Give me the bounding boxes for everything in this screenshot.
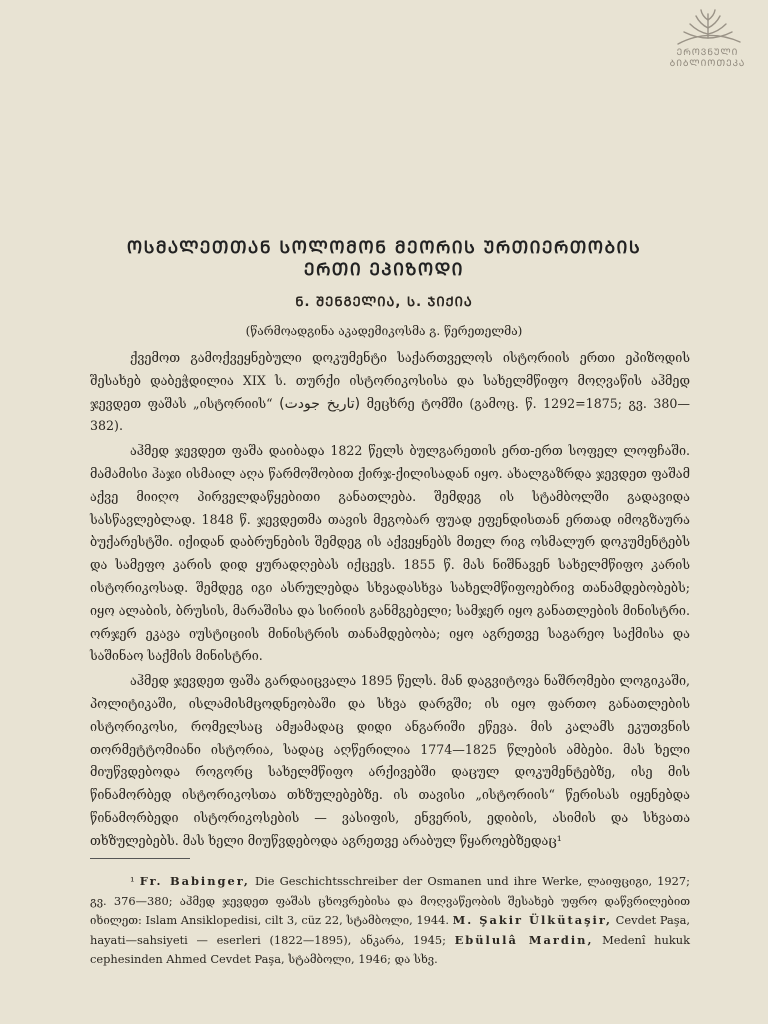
- paragraph-1-text: ქვემოთ გამოქვეყნებული დოკუმენტი საქართველოს ისტორიის ერთი ეპიზოდის შესახებ დაბეჭდილია XIX ს. თურქი ისტორიკოსისა და სახელმწიფო მოღვაწის აჰმედ ჯევდეთ ფაშას „ისტორიის“: [90, 350, 690, 411]
- footnote-author-2: M. Şakir Ülkütaşir,: [452, 913, 613, 927]
- article-authors: Ნ. ᲨᲔᲜᲒᲔᲚᲘᲐ, Ს. ᲯᲘᲥᲘᲐ: [295, 295, 473, 310]
- footnote-author-3: Ebülulâ Mardin,: [454, 932, 594, 947]
- paragraph-1-end: მეცხრე ტომში (გამოც. წ. 1292=1875; გვ. 380—382).: [90, 395, 691, 434]
- article-body: [90, 347, 690, 853]
- logo-line-2: ᲑᲘᲑᲚᲘᲝᲗᲔᲙᲐ: [669, 59, 746, 69]
- logo-line-1: ᲔᲠᲝᲕᲜᲣᲚᲘ: [676, 48, 739, 58]
- footnote-author-1: Fr. Babinger,: [139, 874, 250, 888]
- footnote: [90, 872, 690, 970]
- paragraph-2: აჰმედ ჯევდეთ ფაშა დაიბადა 1822 წელს ბულგარეთის ერთ-ერთ სოფელ ლოფჩაში. მამამისი ჰაჯი ისმაილ აღა წარმოშობით ქირჯ-ქილისადან იყო. ახალგაზრდა ჯევდეთ ფაშამ აქვე მიიღო პირველდაწყებითი განათლება. შემდეგ ის სტამბოლში გადავიდა სასწავლებლად. 1848 წ. ჯევდეთმა თავის მეგობარ ფუად ეფენდისთან ერთად იმოგზაურა ბუქარესტში. იქიდან დაბრუნების შემდეგ ის აქვეყნებს მთელ რიგ ოსმალურ დოკუმენტებს და სამეფო კარის დიდ ყურადღებას იქცევს. 1855 წ. მას ნიშნავენ სახელმწიფო კარის ისტორიკოსად. შემდეგ იგი ასრულებდა სხვადასხვა სახელმწიფოებრივ თანამდებობებს; იყო ალაბის, ბრუსის, მარაშისა და სირიის განმგებელი; სამჯერ იყო განათლების მინისტრი. ორჯერ ეკავა იუსტიციის მინისტრის თანამდებობა; იყო აგრეთვე საგარეო საქმისა და საშინაო საქმის მინისტრი.: [90, 443, 690, 664]
- presented-by: (წარმოადგინა აკადემიკოსმა გ. წერეთელმა): [245, 324, 523, 338]
- footnote-marker: ¹: [130, 874, 135, 888]
- article-title: ᲝᲡᲛᲐᲚᲔᲗᲗᲐᲜ ᲡᲝᲚᲝᲛᲝᲜ ᲛᲔᲝᲠᲘᲡ ᲣᲠᲗᲘᲔᲠᲗᲝᲑᲘᲡ ᲔᲠᲗᲘ ᲔᲞᲘᲖᲝᲓᲘ: [126, 238, 642, 280]
- footnote-text-1: Die Geschichtsschreiber der Osmanen und ihre Werke, ლაიფციგი, 1927; გვ. 376—380; აჰმედ ჯევდეთ ფაშას ცხოვრებისა და მოღვაწეობის შესახებ უფრო დაწვრილებით იხილეთ: Islam Ansiklopedisi, cilt 3, cüz 22, სტამბოლი, 1944.: [90, 874, 691, 927]
- library-logo: [660, 8, 755, 86]
- footnote-text-3: Medenî hukuk cephesinden Ahmed Cevdet Paşa, სტამბოლი, 1946; და სხვ.: [90, 932, 690, 966]
- footnote-text-2: Cevdet Paşa, hayati—sahsiyeti — eserleri (1822—1895), ანკარა, 1945;: [90, 913, 691, 947]
- arabic-title: (تاریخ جودت): [279, 395, 361, 412]
- paragraph-3: აჰმედ ჯევდეთ ფაშა გარდაიცვალა 1895 წელს. მან დაგვიტოვა ნაშრომები ლოგიკაში, პოლიტიკაში, ისლამისმცოდნეობაში და სხვა დარგში; ის იყო ფართო განათლების ისტორიკოსი, რომელსაც ამჟამადაც დიდი ანგარიში ეწევა. მის კალამს ეკუთვნის თორმეტტომიანი ისტორია, სადაც აღწერილია 1774—1825 წლების ამბები. მას ხელი მიუწვდებოდა როგორც სახელმწიფო არქივებში დაცულ დოკუმენტებზე, ისე მის წინამორბედ ისტორიკოსთა თხზულებებზე. ის თავისი „ისტორიის“ წერისას იყენებდა წინამორბედი ისტორიკოსების — ვასიფის, ენვერის, ედიბის, ასიმის და სხვათა თხზულებებს. მას ხელი მიუწვდებოდა აგრეთვე არაბულ წყაროებზედაც¹: [90, 673, 690, 848]
- paragraph-1: [90, 347, 690, 438]
- wheat-icon: [668, 8, 748, 48]
- footnote-divider: [90, 858, 190, 859]
